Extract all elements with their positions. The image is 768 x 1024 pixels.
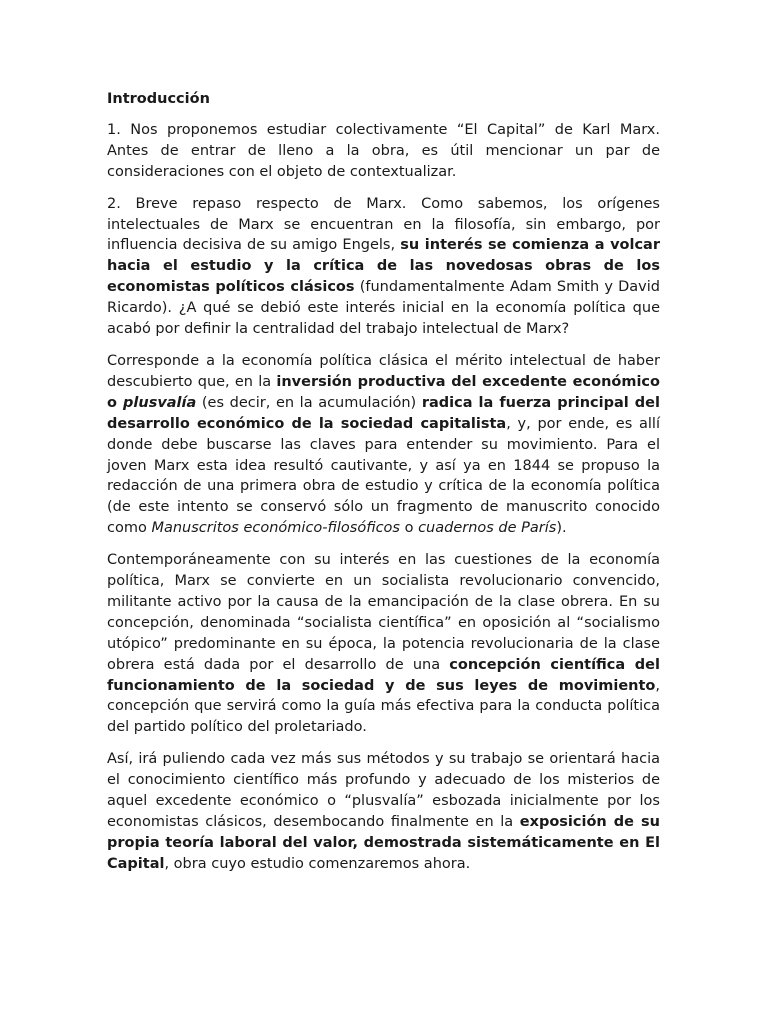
paragraph-5 bbox=[107, 749, 660, 874]
paragraph-5-text-c: , obra cuyo estudio comenzaremos ahora. bbox=[164, 855, 471, 872]
paragraph-2-text-a: 2. Breve repaso respecto de Marx. Como sabemos, los orígenes intelectuales de Marx se encuentran en la filosofía, sin embargo, por influencia decisiva de su amigo Engels, bbox=[107, 195, 660, 254]
paragraph-3 bbox=[107, 351, 660, 539]
paragraph-4-text-a: Contemporáneamente con su interés en las cuestiones de la economía política, Marx se convierte en un socialista revolucionario convencido, militante activo por la causa de la emancipación de la clase obrera. En su concepción, denominada “socialista científica” en oposición al “socialismo utópico” predominante en su época, la potencia revolucionaria de la clase obrera está dada por el desarrollo de una bbox=[107, 552, 660, 673]
cuadernos-title: cuadernos de París bbox=[418, 520, 557, 537]
paragraph-2-bold: su interés se comienza a volcar hacia el estudio y la crítica de las novedosas obras de los economistas políticos clásicos bbox=[107, 237, 660, 296]
paragraph-3-bold-italic bbox=[123, 395, 196, 411]
paragraph-5-bold: exposición de su propia teoría laboral del valor, demostrada sistemáticamente en El Capital bbox=[107, 814, 660, 872]
paragraph-2-text-c: (fundamentalmente Adam Smith y David Ricardo). ¿A qué se debió este interés inicial en la economía política que acabó por definir la centralidad del trabajo intelectual de Marx? bbox=[107, 279, 660, 338]
paragraph-1 bbox=[107, 120, 660, 183]
paragraph-5-text-a: Así, irá puliendo cada vez más sus métodos y su trabajo se orientará hacia el conocimiento científico más profundo y adecuado de los misterios de aquel excedente económico o “plusvalía” esbozada inicialmente por los economistas clásicos, desembocando finalmente en la bbox=[107, 751, 660, 830]
paragraph-4-text-c: , concepción que servirá como la guía más efectiva para la conducta política del partido político del proletariado. bbox=[107, 677, 660, 736]
document-title: Introducción bbox=[107, 91, 210, 107]
paragraph-3-bold-a: inversión productiva del excedente económico o bbox=[107, 373, 660, 411]
paragraph-3-text-a: Corresponde a la economía política clásica el mérito intelectual de haber descubierto que, en la bbox=[107, 352, 660, 390]
paragraph-4-bold: concepción científica del funcionamiento de la sociedad y de sus leyes de movimiento bbox=[107, 656, 660, 694]
paragraph-3-text-e: , y, por ende, es allí donde debe buscarse las claves para entender su movimiento. Para el joven Marx esta idea resultó cautivante, y así ya en 1844 se propuso la redacción de una primera obra de estudio y crítica de la economía política (de este intento se conservó sólo un fragmento de manuscrito conocido como bbox=[107, 415, 660, 537]
paragraph-3-text-c: (es decir, en la acumulación) bbox=[196, 394, 422, 411]
paragraph-3-text-g: o bbox=[399, 520, 419, 537]
paragraph-3-text-i: ). bbox=[556, 520, 567, 537]
manuscritos-title: Manuscritos económico-filosóficos bbox=[151, 520, 400, 537]
plusvalia-term: plusvalía bbox=[123, 394, 197, 411]
paragraph-2 bbox=[107, 194, 660, 340]
paragraph-1-text: 1. Nos proponemos estudiar colectivamente “El Capital” de Karl Marx. Antes de entrar de lleno a la obra, es útil mencionar un par de consideraciones con el objeto de contextualizar. bbox=[107, 121, 660, 180]
paragraph-4 bbox=[107, 550, 660, 738]
paragraph-3-bold-d: radica la fuerza principal del desarrollo económico de la sociedad capitalista bbox=[107, 394, 660, 432]
document-page bbox=[107, 89, 660, 886]
